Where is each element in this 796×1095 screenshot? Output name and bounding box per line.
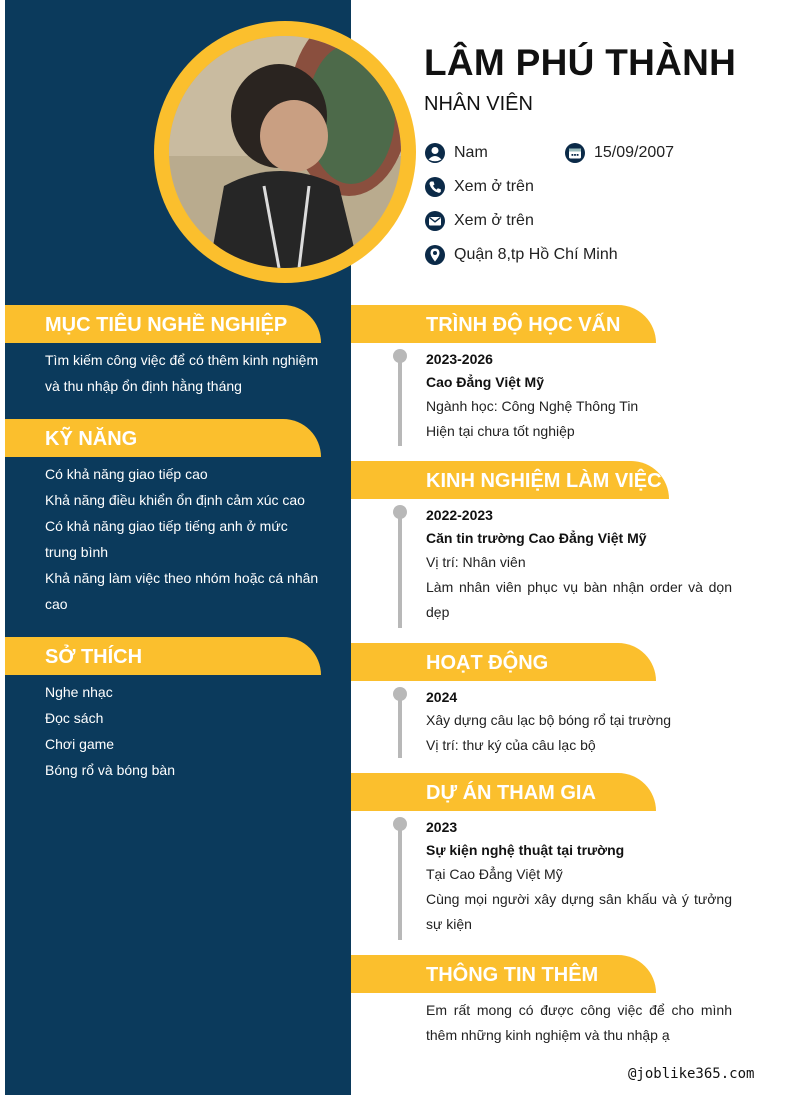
list-item: Khả năng điều khiển ổn định cảm xúc cao [45, 492, 305, 508]
section-title-hobbies [5, 637, 321, 675]
timeline-experience [398, 512, 402, 628]
section-title-projects [351, 773, 656, 811]
extra-text: Em rất mong có được công việc để cho mình thêm những kinh nghiệm và thu nhập ạ [426, 1002, 732, 1043]
experience-description: Làm nhân viên phục vụ bàn nhận order và dọn dẹp [426, 579, 732, 620]
projects-name: Sự kiện nghệ thuật tại trường [426, 842, 625, 858]
objective-title: MỤC TIÊU NGHỀ NGHIỆP [45, 314, 288, 336]
objective-text [45, 347, 321, 399]
activities-period: 2024 [426, 689, 458, 705]
experience-org: Căn tin trường Cao Đẳng Việt Mỹ [426, 530, 647, 546]
address-text: Quận 8,tp Hồ Chí Minh [454, 246, 618, 263]
extra-entry [426, 998, 732, 1048]
education-title: TRÌNH ĐỘ HỌC VẤN [426, 314, 621, 336]
projects-title: DỰ ÁN THAM GIA [426, 782, 596, 804]
education-period: 2023-2026 [426, 351, 493, 367]
phone-text: Xem ở trên [454, 178, 534, 195]
candidate-role: NHÂN VIÊN [424, 93, 533, 115]
candidate-name: LÂM PHÚ THÀNH [424, 42, 737, 83]
section-title-activities [351, 643, 656, 681]
timeline-projects [398, 824, 402, 940]
section-title-skills [5, 419, 321, 457]
experience-position: Vị trí: Nhân viên [426, 554, 526, 570]
timeline-dot [393, 817, 407, 831]
gender-text: Nam [454, 144, 488, 161]
projects-line: Cùng mọi người xây dựng sân khấu và ý tưởng sự kiện [426, 891, 732, 932]
skills-list [45, 461, 321, 617]
objective-paragraph: Tìm kiếm công việc để có thêm kinh nghiệm và thu nhập ổn định hằng tháng [45, 352, 319, 394]
info-email [424, 210, 534, 232]
list-item: Đọc sách [45, 710, 104, 726]
birthdate-text: 15/09/2007 [594, 144, 675, 161]
activities-line: Xây dựng câu lạc bộ bóng rổ tại trường [426, 712, 672, 728]
info-phone [424, 176, 534, 198]
info-address [424, 244, 618, 266]
avatar [169, 36, 401, 268]
info-gender [424, 142, 488, 164]
timeline-activities [398, 694, 402, 758]
email-icon [424, 210, 446, 232]
person-icon [424, 142, 446, 164]
projects-line: Tại Cao Đẳng Việt Mỹ [426, 866, 563, 882]
extra-title: THÔNG TIN THÊM [426, 964, 599, 986]
timeline-dot [393, 687, 407, 701]
list-item: Chơi game [45, 736, 115, 752]
hobbies-title: SỞ THÍCH [45, 646, 143, 668]
education-school: Cao Đẳng Việt Mỹ [426, 374, 544, 390]
activities-line: Vị trí: thư ký của câu lạc bộ [426, 737, 596, 753]
list-item: Có khả năng giao tiếp cao [45, 466, 208, 482]
projects-period: 2023 [426, 819, 458, 835]
section-title-education [351, 305, 656, 343]
location-pin-icon [424, 244, 446, 266]
experience-period: 2022-2023 [426, 507, 493, 523]
calendar-icon [564, 142, 586, 164]
list-item: Có khả năng giao tiếp tiếng anh ở mức trung bình [45, 518, 288, 560]
watermark-text: @joblike365.com [628, 1066, 755, 1082]
section-title-experience [351, 461, 669, 499]
education-status: Hiện tại chưa tốt nghiệp [426, 423, 575, 439]
list-item: Khả năng làm việc theo nhóm hoặc cá nhân cao [45, 570, 319, 612]
email-text: Xem ở trên [454, 212, 534, 229]
section-title-objective [5, 305, 321, 343]
info-birthdate [564, 142, 674, 164]
activities-title: HOẠT ĐỘNG [426, 652, 549, 674]
experience-entry [426, 504, 732, 625]
list-item: Bóng rổ và bóng bàn [45, 762, 175, 778]
phone-icon [424, 176, 446, 198]
list-item: Nghe nhạc [45, 684, 113, 700]
activities-entry [426, 686, 732, 758]
education-entry [426, 348, 732, 444]
education-major: Ngành học: Công Nghệ Thông Tin [426, 398, 639, 414]
timeline-dot [393, 505, 407, 519]
projects-entry [426, 816, 732, 937]
section-title-extra [351, 955, 656, 993]
experience-title: KINH NGHIỆM LÀM VIỆC [426, 470, 662, 492]
skills-title: KỸ NĂNG [45, 428, 138, 450]
timeline-dot [393, 349, 407, 363]
hobbies-list [45, 679, 321, 783]
timeline-education [398, 356, 402, 446]
